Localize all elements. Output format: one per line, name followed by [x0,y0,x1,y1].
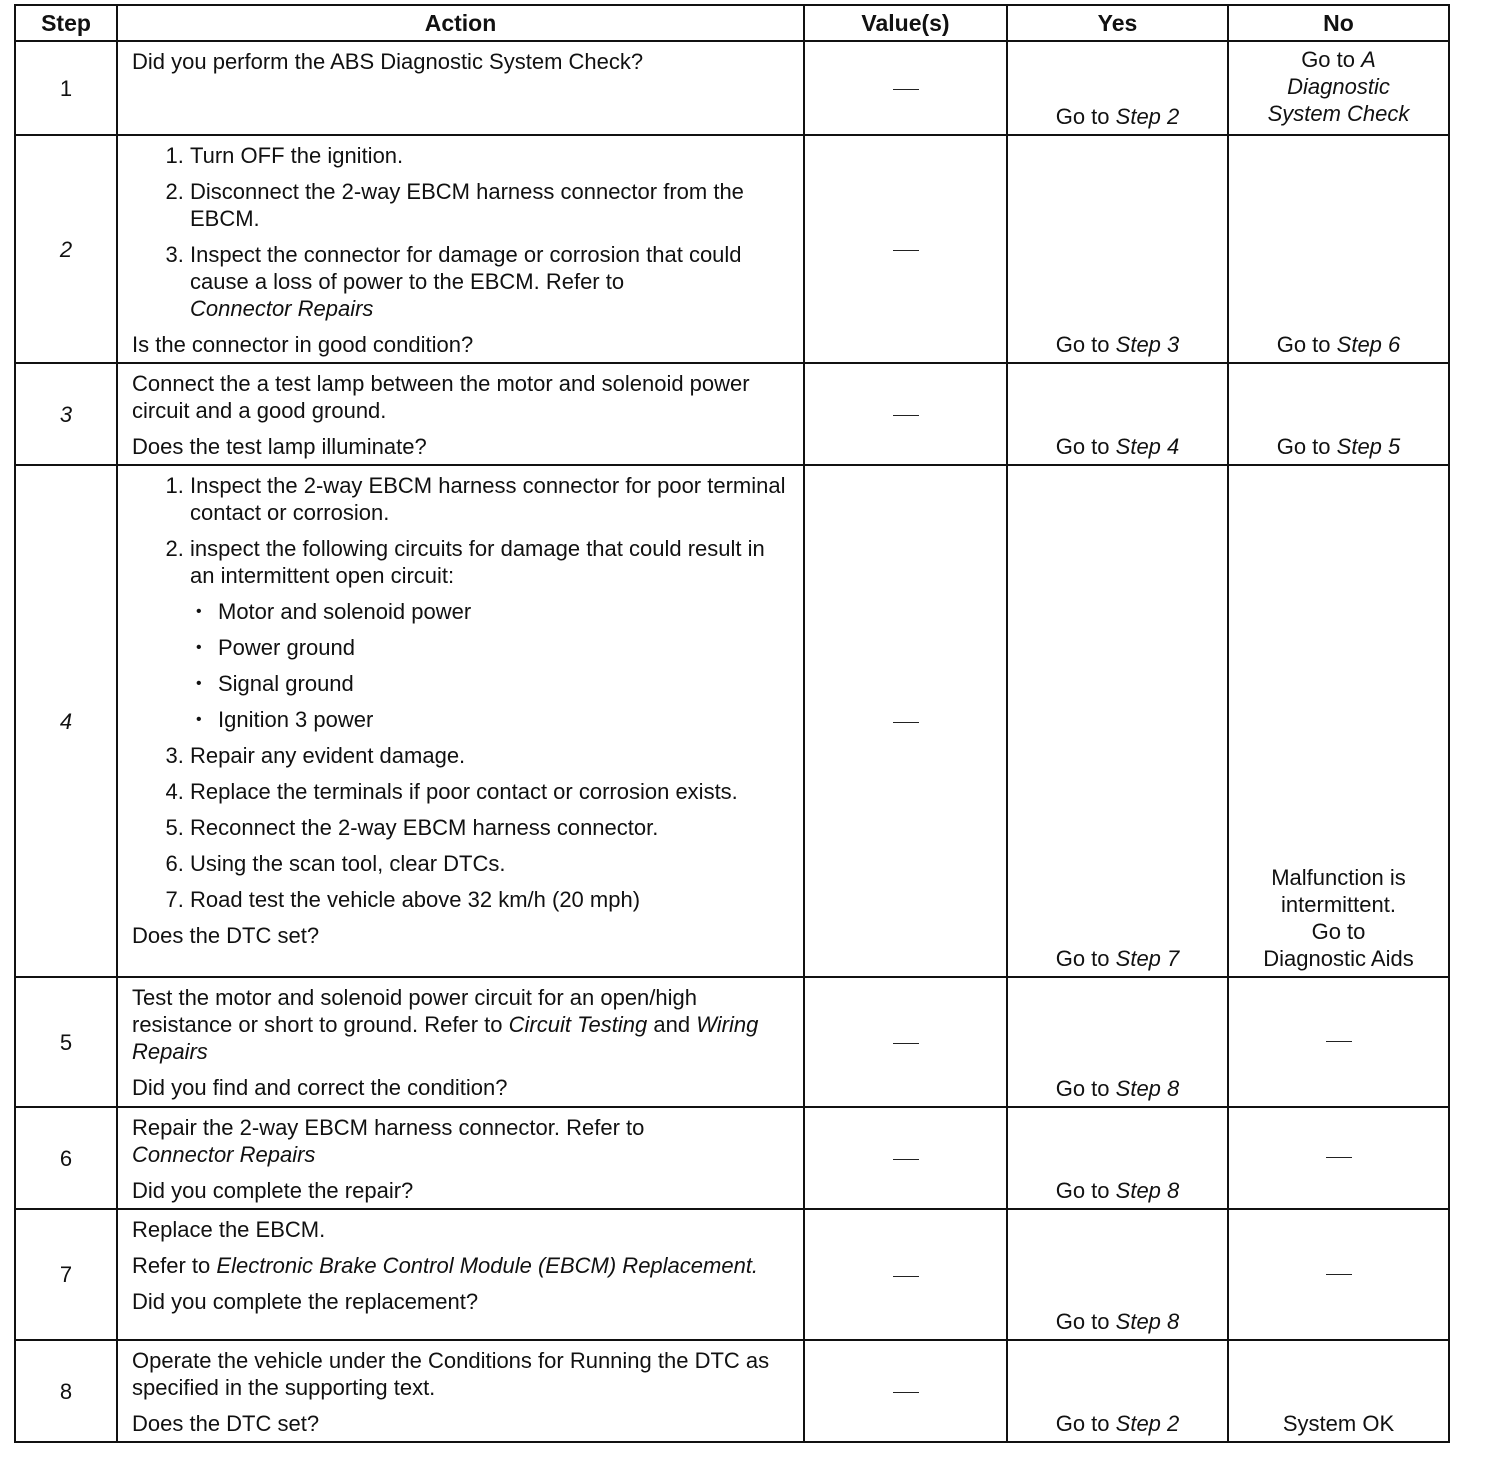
diagnostic-table [14,4,1450,1443]
dash-mark [893,1276,919,1277]
action-list [132,142,793,322]
header-values: Value(s) [804,5,1007,41]
table-row-step-1 [15,41,1449,135]
dash-mark [893,415,919,416]
step-number: 4 [15,465,117,977]
dash-mark [1326,1041,1352,1042]
action-text: Did you perform the ABS Diagnostic System Check? [132,49,644,74]
action-text: Operate the vehicle under the Conditions for Running the DTC as specified in the supporting text. [132,1348,770,1400]
value-cell [804,465,1007,977]
action-question: Does the DTC set? [132,1411,320,1436]
reference-link[interactable]: Circuit Testing [508,1012,648,1037]
dash-mark [1326,1274,1352,1275]
header-action: Action [117,5,804,41]
action-list [132,472,793,913]
table-row-step-8 [15,1340,1449,1442]
list-item: 6. Using the scan tool, clear DTCs. [190,850,793,877]
yes-cell: Go to Step 8 [1007,1209,1228,1340]
value-cell [804,135,1007,363]
action-question: Is the connector in good condition? [132,332,474,357]
no-cell [1228,1340,1449,1442]
table-row-step-6 [15,1107,1449,1209]
step-number: 7 [15,1209,117,1340]
goto-link[interactable]: Step 6 [1336,332,1401,357]
step-number: 5 [15,977,117,1107]
action-question: Did you complete the repair? [132,1178,414,1203]
action-cell [117,1107,804,1209]
reference-link[interactable]: Electronic Brake Control Module (EBCM) Replacement. [216,1253,759,1278]
step-number: 1 [15,41,117,135]
value-cell [804,1107,1007,1209]
action-text: Test the motor and solenoid power circuit for an open/high resistance or short to ground. Refer to Circuit Testing and Wiring Repairs [132,985,759,1064]
action-cell [117,1209,804,1340]
action-question: Does the test lamp illuminate? [132,434,427,459]
goto-link-part[interactable]: System Check [1267,101,1410,126]
action-text: Replace the EBCM. [132,1217,326,1242]
no-cell: Malfunction is intermittent. Go to Diagnostic Aids [1228,465,1449,977]
goto-link[interactable]: Step 2 [1115,1411,1180,1436]
goto-link[interactable]: Step 5 [1336,434,1401,459]
action-cell [117,1340,804,1442]
step-number: 6 [15,1107,117,1209]
list-item: 3. Repair any evident damage. [190,742,793,769]
step-number: 2 [15,135,117,363]
action-cell [117,363,804,465]
action-question: Did you find and correct the condition? [132,1075,508,1100]
no-cell [1228,1107,1449,1209]
dash-mark [893,89,919,90]
no-cell [1228,1209,1449,1340]
action-text: Refer to Electronic Brake Control Module (EBCM) Replacement. [132,1253,759,1278]
action-question: Did you complete the replacement? [132,1289,479,1314]
table-row-step-4 [15,465,1449,977]
action-cell [117,977,804,1107]
yes-cell: Go to Step 4 [1007,363,1228,465]
action-cell [117,41,804,135]
goto-link[interactable]: Step 7 [1115,946,1180,971]
yes-cell: Go to Step 2 [1007,41,1228,135]
no-cell: Go to Step 5 [1228,363,1449,465]
yes-cell: Go to Step 8 [1007,1107,1228,1209]
goto-link[interactable]: A [1361,47,1376,72]
no-cell: Go to Step 6 [1228,135,1449,363]
action-text: Repair the 2-way EBCM harness connector. Refer to Connector Repairs [132,1115,645,1167]
table-row-step-2 [15,135,1449,363]
dash-mark [893,722,919,723]
reference-link[interactable]: Connector Repairs [190,296,374,321]
dash-mark [893,1159,919,1160]
value-cell [804,1209,1007,1340]
list-item: 7. Road test the vehicle above 32 km/h (20 mph) [190,886,793,913]
header-no: No [1228,5,1449,41]
goto-link[interactable]: Step 2 [1115,104,1180,129]
reference-link[interactable]: Connector Repairs [132,1142,316,1167]
goto-link[interactable]: Diagnostic Aids [1263,946,1414,971]
goto-link[interactable]: Step 8 [1115,1178,1180,1203]
bullet-item: • Power ground [218,634,793,661]
value-cell [804,363,1007,465]
bullet-item: • Signal ground [218,670,793,697]
action-cell [117,135,804,363]
goto-link[interactable]: Step 3 [1115,332,1180,357]
list-item: 2. Disconnect the 2-way EBCM harness connector from the EBCM. [190,178,793,232]
action-cell [117,465,804,977]
no-cell: Go to A Diagnostic System Check [1228,41,1449,135]
step-number: 3 [15,363,117,465]
value-cell [804,1340,1007,1442]
value-cell [804,41,1007,135]
list-item: 2. inspect the following circuits for damage that could result in an intermittent open circuit: • Motor and solenoid power • Power ground • Signal ground • Ignition 3 power [190,535,793,733]
action-text: Connect the a test lamp between the motor and solenoid power circuit and a good ground. [132,371,750,423]
yes-cell: Go to Step 3 [1007,135,1228,363]
dash-mark [893,250,919,251]
yes-cell: Go to Step 8 [1007,977,1228,1107]
header-row [15,5,1449,41]
no-cell [1228,977,1449,1107]
yes-cell: Go to Step 2 [1007,1340,1228,1442]
header-yes: Yes [1007,5,1228,41]
goto-link[interactable]: Step 8 [1115,1076,1180,1101]
table-row-step-5 [15,977,1449,1107]
value-cell [804,977,1007,1107]
action-question: Does the DTC set? [132,923,320,948]
dash-mark [893,1392,919,1393]
result-text: System OK [1282,1411,1395,1436]
circuit-list [190,598,793,733]
header-step: Step [15,5,117,41]
list-item: 3. Inspect the connector for damage or corrosion that could cause a loss of power to the EBCM. Refer to Connector Repairs [190,241,793,322]
reference-link[interactable]: Wiring Repairs [132,1012,759,1064]
table-row-step-3 [15,363,1449,465]
bullet-item: • Ignition 3 power [218,706,793,733]
step-number: 8 [15,1340,117,1442]
goto-link[interactable]: Step 4 [1115,434,1180,459]
list-item: 5. Reconnect the 2-way EBCM harness connector. [190,814,793,841]
goto-link[interactable]: Step 8 [1115,1309,1180,1334]
dash-mark [893,1043,919,1044]
list-item: 4. Replace the terminals if poor contact or corrosion exists. [190,778,793,805]
dash-mark [1326,1157,1352,1158]
bullet-item: • Motor and solenoid power [218,598,793,625]
table-row-step-7 [15,1209,1449,1340]
list-item: 1. Turn OFF the ignition. [190,142,793,169]
yes-cell: Go to Step 7 [1007,465,1228,977]
list-item: 1. Inspect the 2-way EBCM harness connector for poor terminal contact or corrosion. [190,472,793,526]
goto-link-part[interactable]: Diagnostic [1287,74,1390,99]
